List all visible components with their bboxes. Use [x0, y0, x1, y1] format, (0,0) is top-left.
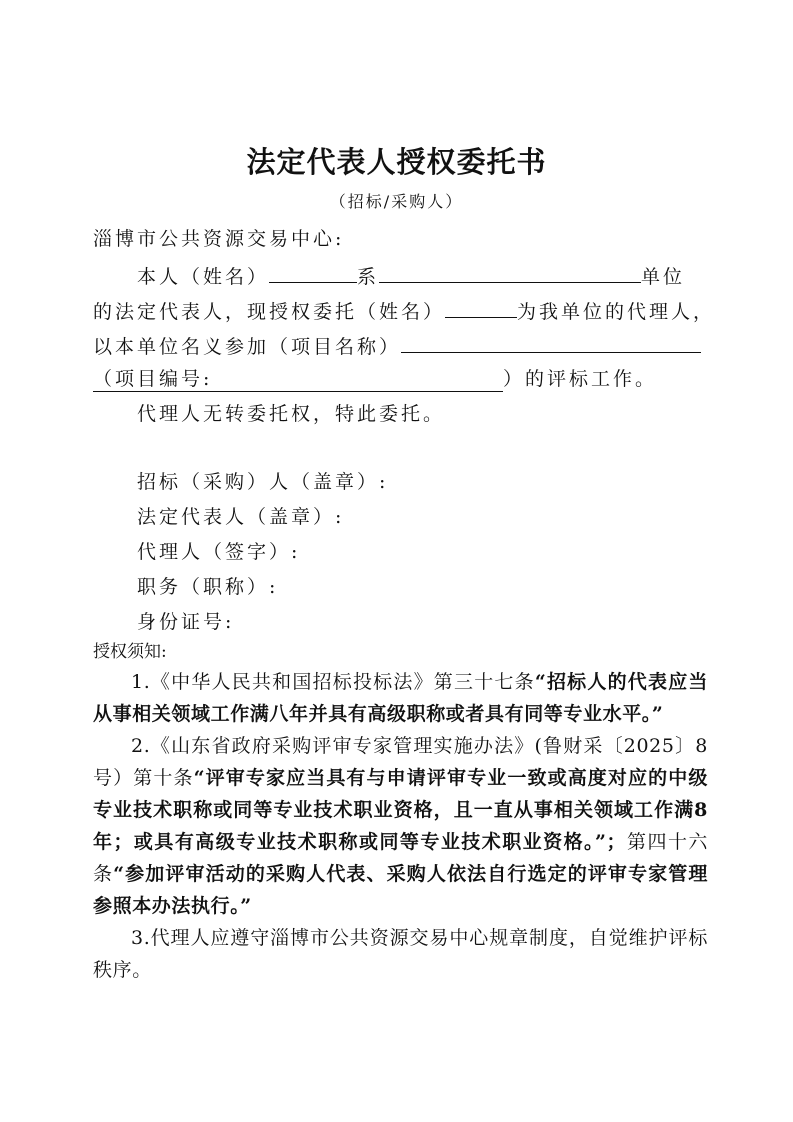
document-subtitle: （招标/采购人）	[329, 192, 464, 211]
principal-name-field[interactable]	[269, 262, 357, 283]
agent-suffix: 为我单位的代理人，	[517, 301, 716, 323]
addressee: 淄博市公共资源交易中心:	[93, 228, 345, 250]
body-line-1	[137, 262, 685, 289]
notice-item-3: 3.代理人应遵守淄博市公共资源交易中心规章制度，自觉维护评标秩序。	[93, 927, 708, 981]
notice-item-1	[93, 666, 708, 730]
principal-name-label: 本人（姓名）	[137, 266, 270, 288]
notice-2-quote-b: “参加评审活动的采购人代表、采购人依法自行选定的评审专家管理参照本办法执行。”	[93, 863, 708, 917]
body-line-3	[93, 332, 701, 359]
notice-heading: 授权须知:	[93, 642, 167, 662]
notice-1-source: 1.《中华人民共和国招标投标法》第三十七条	[131, 671, 535, 693]
unit-prefix: 系	[357, 266, 380, 288]
unit-suffix: 单位	[641, 266, 686, 288]
notice-1-quote: “招标人的代表应当从事相关领域工作满八年并具有高级职称或者具有同等专业水平。”	[93, 671, 708, 725]
project-number-suffix: ）的评标工作。	[503, 368, 658, 390]
notice-2-article: 第四十六条	[93, 831, 708, 885]
signature-agent-sign: 代理人（签字）:	[137, 541, 301, 563]
agent-name-field[interactable]	[445, 297, 517, 318]
signature-tenderer-seal: 招标（采购）人（盖章）:	[137, 471, 389, 493]
no-subdelegation-statement: 代理人无转委托权，特此委托。	[137, 403, 446, 425]
signature-legal-rep-seal: 法定代表人（盖章）:	[137, 506, 345, 528]
unit-name-field[interactable]	[379, 262, 641, 283]
project-number-label: （项目编号:	[93, 368, 213, 390]
document-title: 法定代表人授权委托书	[246, 145, 547, 179]
notice-2-quote-a: “评审专家应当具有与申请评审专业一致或高度对应的中级专业技术职称或同等专业技术职业资格，且一直从事相关领域工作满8年；或具有高级专业技术职称或同等专业技术职业资格。”；	[93, 767, 708, 853]
agent-name-label: 的法定代表人，现授权委托（姓名）	[93, 301, 446, 323]
body-line-2	[93, 297, 715, 324]
project-name-label: 以本单位名义参加（项目名称）	[93, 336, 402, 358]
project-number-field[interactable]	[93, 367, 503, 392]
notice-item-2	[93, 730, 708, 922]
project-name-field[interactable]	[401, 332, 701, 353]
signature-id-number: 身份证号:	[137, 611, 235, 633]
notice-list	[93, 666, 708, 986]
notice-2-source: 2.《山东省政府采购评审专家管理实施办法》(鲁财采〔2025〕8号）第十条	[93, 735, 708, 789]
body-line-4	[93, 367, 657, 392]
signature-position-title: 职务（职称）:	[137, 576, 279, 598]
